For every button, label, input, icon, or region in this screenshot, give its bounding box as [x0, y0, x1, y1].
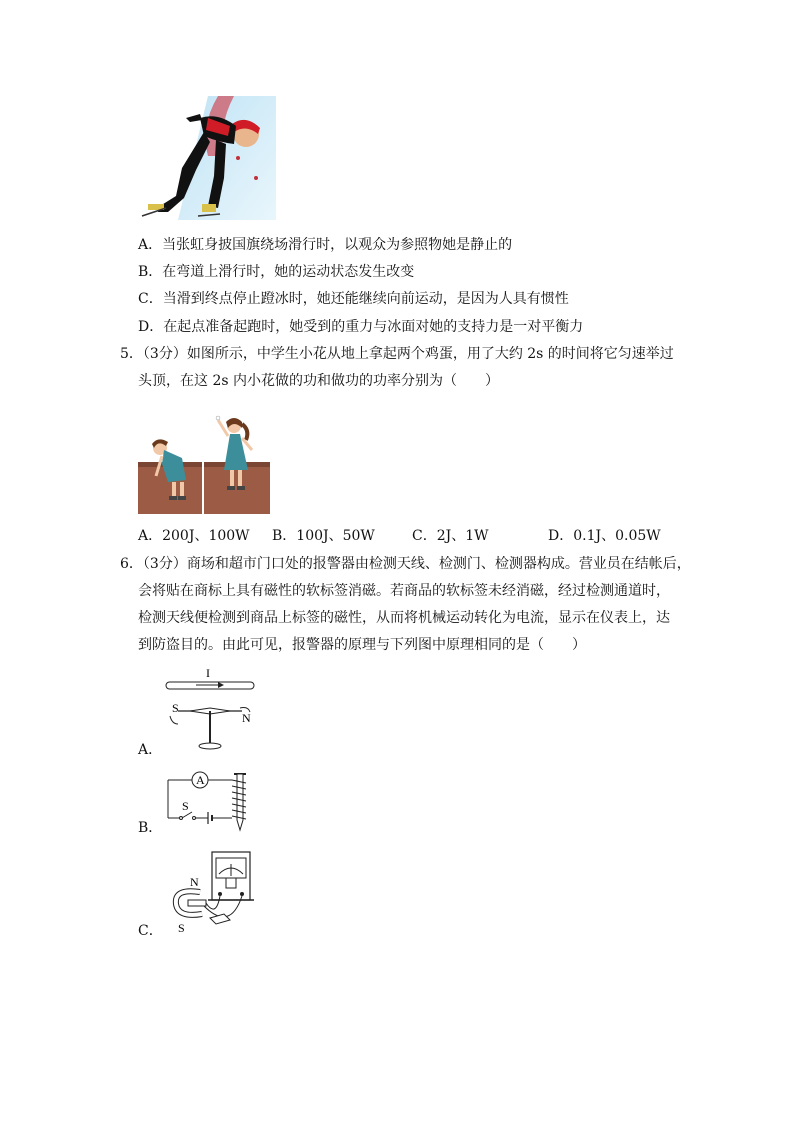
- q6-option-a: A．: [138, 742, 163, 758]
- skater-image: [138, 96, 276, 220]
- q6-stem-line4: 到防盗目的。由此可见，报警器的原理与下列图中原理相同的是（ ）: [138, 637, 586, 653]
- q5-stem-line2: 头顶，在这 2s 内小花做的功和做功的功率分别为（ ）: [138, 373, 499, 389]
- q5-option-c: C．2J、1W: [412, 528, 489, 544]
- q4-option-c: C．当滑到终点停止蹬冰时，她还能继续向前运动，是因为人具有惯性: [138, 291, 569, 307]
- girl-lifting-eggs-image: [138, 410, 270, 514]
- q6-figure-b: [160, 768, 260, 834]
- q6-figure-c: [160, 848, 260, 938]
- q4-option-b: B．在弯道上滑行时，她的运动状态发生改变: [138, 264, 415, 280]
- q5-option-a: A．200J、100W: [138, 528, 250, 544]
- south-pole-label: S: [172, 701, 179, 715]
- ammeter-label: A: [196, 773, 205, 787]
- switch-label: S: [182, 799, 189, 813]
- magnet-south-label: S: [178, 921, 185, 935]
- q4-option-d: D．在起点准备起跑时，她受到的重力与冰面对她的支持力是一对平衡力: [138, 319, 584, 335]
- q6-figure-a: [160, 664, 260, 754]
- q5-option-b: B．100J、50W: [272, 528, 375, 544]
- q5-stem-line1: 5．（3分）如图所示，中学生小花从地上拿起两个鸡蛋，用了大约 2s 的时间将它匀速举过: [120, 346, 674, 362]
- current-label: I: [206, 666, 210, 680]
- q5-option-d: D．0.1J、0.05W: [548, 528, 661, 544]
- q6-option-c: C．: [138, 923, 163, 939]
- q6-stem-line2: 会将贴在商标上具有磁性的软标签消磁。若商品的软标签未经消磁，经过检测通道时，: [138, 583, 670, 599]
- magnet-north-label: N: [190, 875, 199, 889]
- q6-stem-line3: 检测天线便检测到商品上标签的磁性，从而将机械运动转化为电流，显示在仪表上，达: [138, 610, 670, 626]
- q6-option-b: B．: [138, 820, 163, 836]
- q6-stem-line1: 6．（3分）商场和超市门口处的报警器由检测天线、检测门、检测器构成。营业员在结帐后，: [120, 556, 691, 572]
- north-pole-label: N: [242, 711, 251, 725]
- q4-option-a: A．当张虹身披国旗绕场滑行时，以观众为参照物她是静止的: [138, 237, 513, 253]
